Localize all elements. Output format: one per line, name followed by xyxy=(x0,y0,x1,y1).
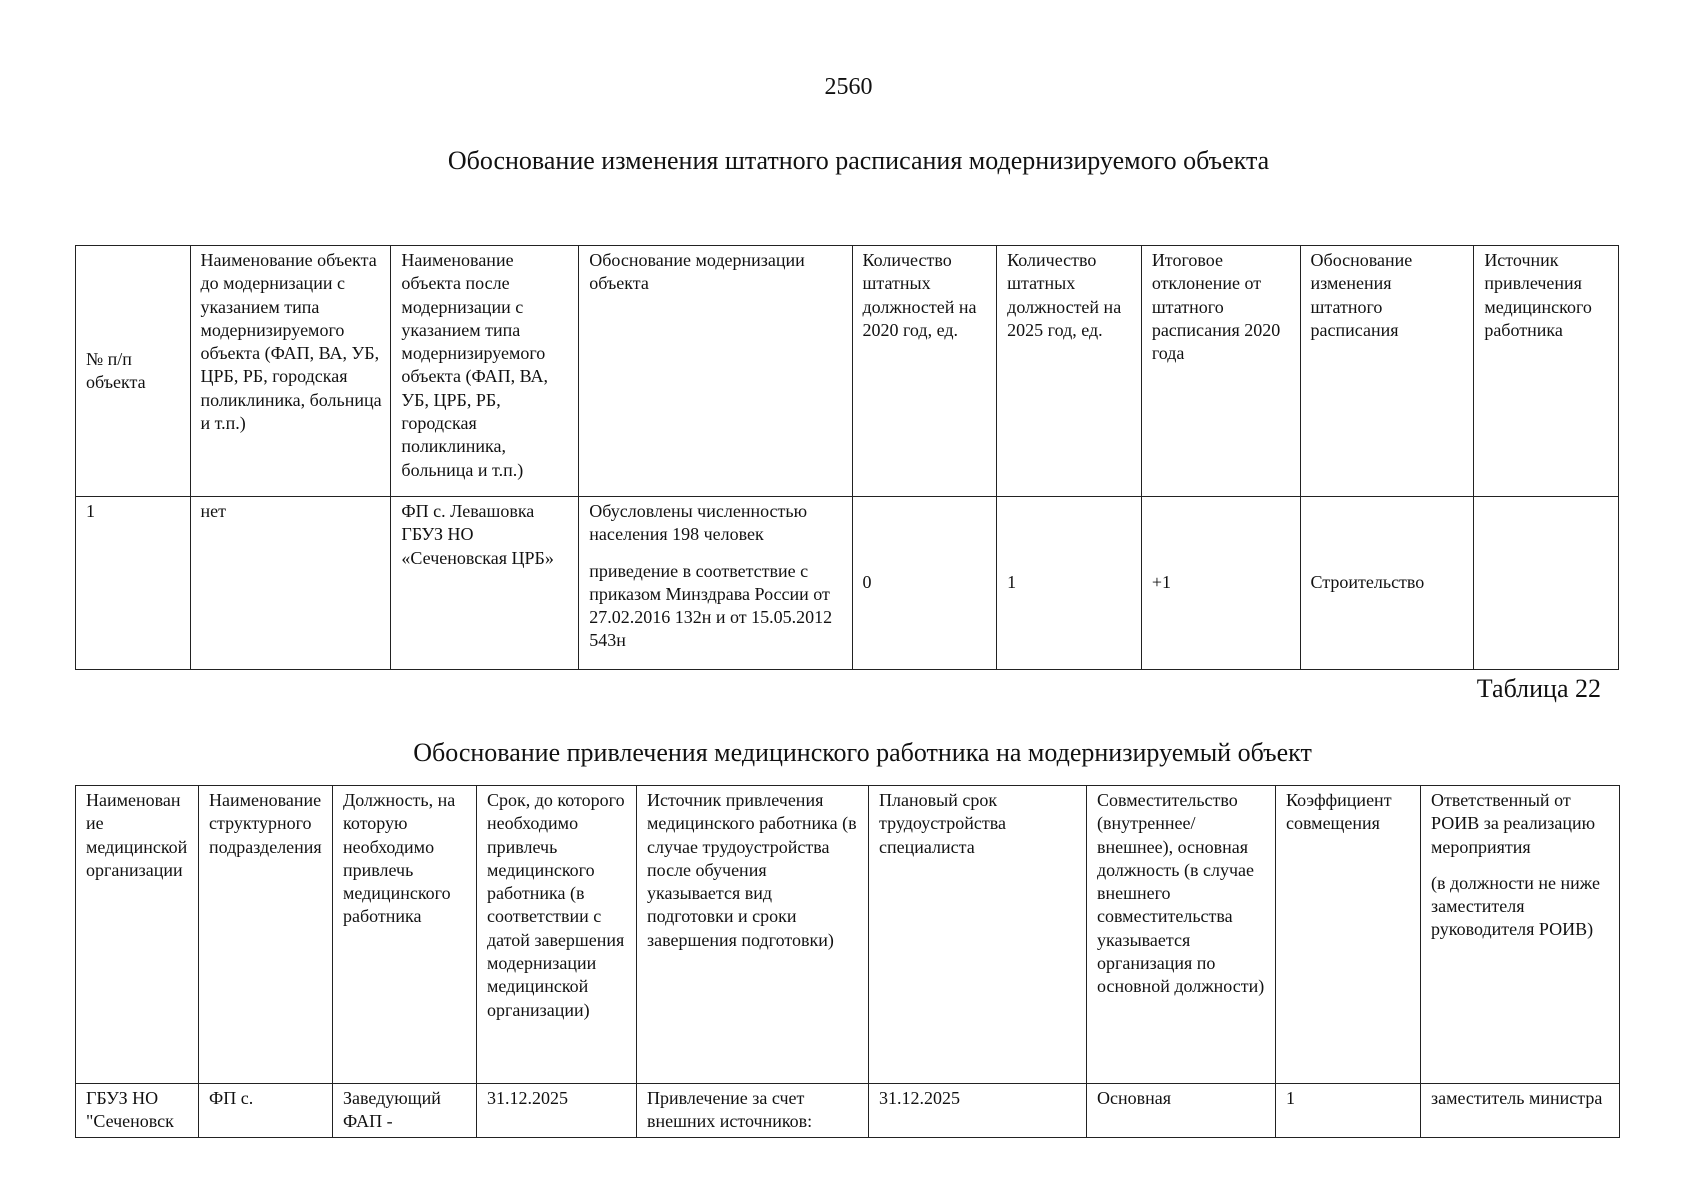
header-cell: Итоговое отклонение от штатного расписания 2020 года xyxy=(1141,246,1300,497)
header-cell: Должность, на которую необходимо привлечь медицинского работника xyxy=(333,786,477,1084)
header-cell: Совместительство (внутреннее/внешнее), основная должность (в случае внешнего совместительства указывается организация по основной должности) xyxy=(1087,786,1276,1084)
header-text: Ответственный от РОИВ за реализацию мероприятия xyxy=(1431,790,1596,857)
header-cell: Обоснование модернизации объекта xyxy=(579,246,852,497)
header-cell: Количество штатных должностей на 2025 год, ед. xyxy=(997,246,1142,497)
deviation-cell: +1 xyxy=(1141,497,1300,670)
table-cell: Заведующий ФАП - xyxy=(333,1084,477,1138)
table-row xyxy=(76,497,1619,670)
header-cell: Наименование медицинской организации xyxy=(76,786,199,1084)
change-reason-cell: Строительство xyxy=(1300,497,1474,670)
header-cell: № п/п объекта xyxy=(76,246,191,497)
object-after-cell: ФП с. Левашовка ГБУЗ НО «Сеченовская ЦРБ» xyxy=(391,497,579,670)
header-cell: Наименование объекта до модернизации с указанием типа модернизируемого объекта (ФАП, ВА, УБ, ЦРБ, РБ, городская поликлиника, больница и т.п.) xyxy=(190,246,391,497)
table-cell: 1 xyxy=(1276,1084,1421,1138)
header-cell: Коэффициент совмещения xyxy=(1276,786,1421,1084)
table-header-row xyxy=(76,246,1619,497)
header-cell: Наименование объекта после модернизации с указанием типа модернизируемого объекта (ФАП, ВА, УБ, ЦРБ, РБ, городская поликлиника, больница и т.п.) xyxy=(391,246,579,497)
header-cell: Количество штатных должностей на 2020 год, ед. xyxy=(852,246,997,497)
table-header-row xyxy=(76,786,1620,1084)
table-cell: Привлечение за счет внешних источников: xyxy=(637,1084,869,1138)
table-row xyxy=(76,1084,1620,1138)
page-number: 2560 xyxy=(824,74,873,100)
header-cell: Наименование структурного подразделения xyxy=(199,786,333,1084)
recruitment-table xyxy=(75,785,1620,1138)
header-cell: Обоснование изменения штатного расписания xyxy=(1300,246,1474,497)
table-cell: 31.12.2025 xyxy=(869,1084,1087,1138)
table-cell: 31.12.2025 xyxy=(477,1084,637,1138)
table-cell: ГБУЗ НО "Сеченовск xyxy=(76,1084,199,1138)
source-cell xyxy=(1474,497,1619,670)
header-cell: Источник привлечения медицинского работника xyxy=(1474,246,1619,497)
header-cell: Плановый срок трудоустройства специалиста xyxy=(869,786,1087,1084)
count-2025-cell: 1 xyxy=(997,497,1142,670)
table-label: Таблица 22 xyxy=(1476,674,1601,703)
row-number-cell: 1 xyxy=(76,497,191,670)
justification-text: приведение в соответствие с приказом Минздрава России от 27.02.2016 132н и от 15.05.2012 543н xyxy=(589,560,833,651)
header-cell xyxy=(1421,786,1620,1084)
justification-text: Обусловлены численностью населения 198 человек xyxy=(589,501,808,545)
staffing-table xyxy=(75,245,1619,670)
justification-cell xyxy=(579,497,852,670)
section-title-recruitment: Обоснование привлечения медицинского работника на модернизируемый объект xyxy=(413,738,1312,767)
table-cell: Основная xyxy=(1087,1084,1276,1138)
count-2020-cell: 0 xyxy=(852,497,997,670)
header-cell: Срок, до которого необходимо привлечь медицинского работника (в соответствии с датой завершения модернизации медицинской организации) xyxy=(477,786,637,1084)
object-before-cell: нет xyxy=(190,497,391,670)
table-cell: ФП с. xyxy=(199,1084,333,1138)
header-text: (в должности не ниже заместителя руководителя РОИВ) xyxy=(1431,872,1600,940)
table-cell: заместитель министра xyxy=(1421,1084,1620,1138)
section-title-staffing: Обоснование изменения штатного расписания модернизируемого объекта xyxy=(447,146,1270,175)
header-cell: Источник привлечения медицинского работника (в случае трудоустройства после обучения указывается вид подготовки и сроки завершения подготовки) xyxy=(637,786,869,1084)
